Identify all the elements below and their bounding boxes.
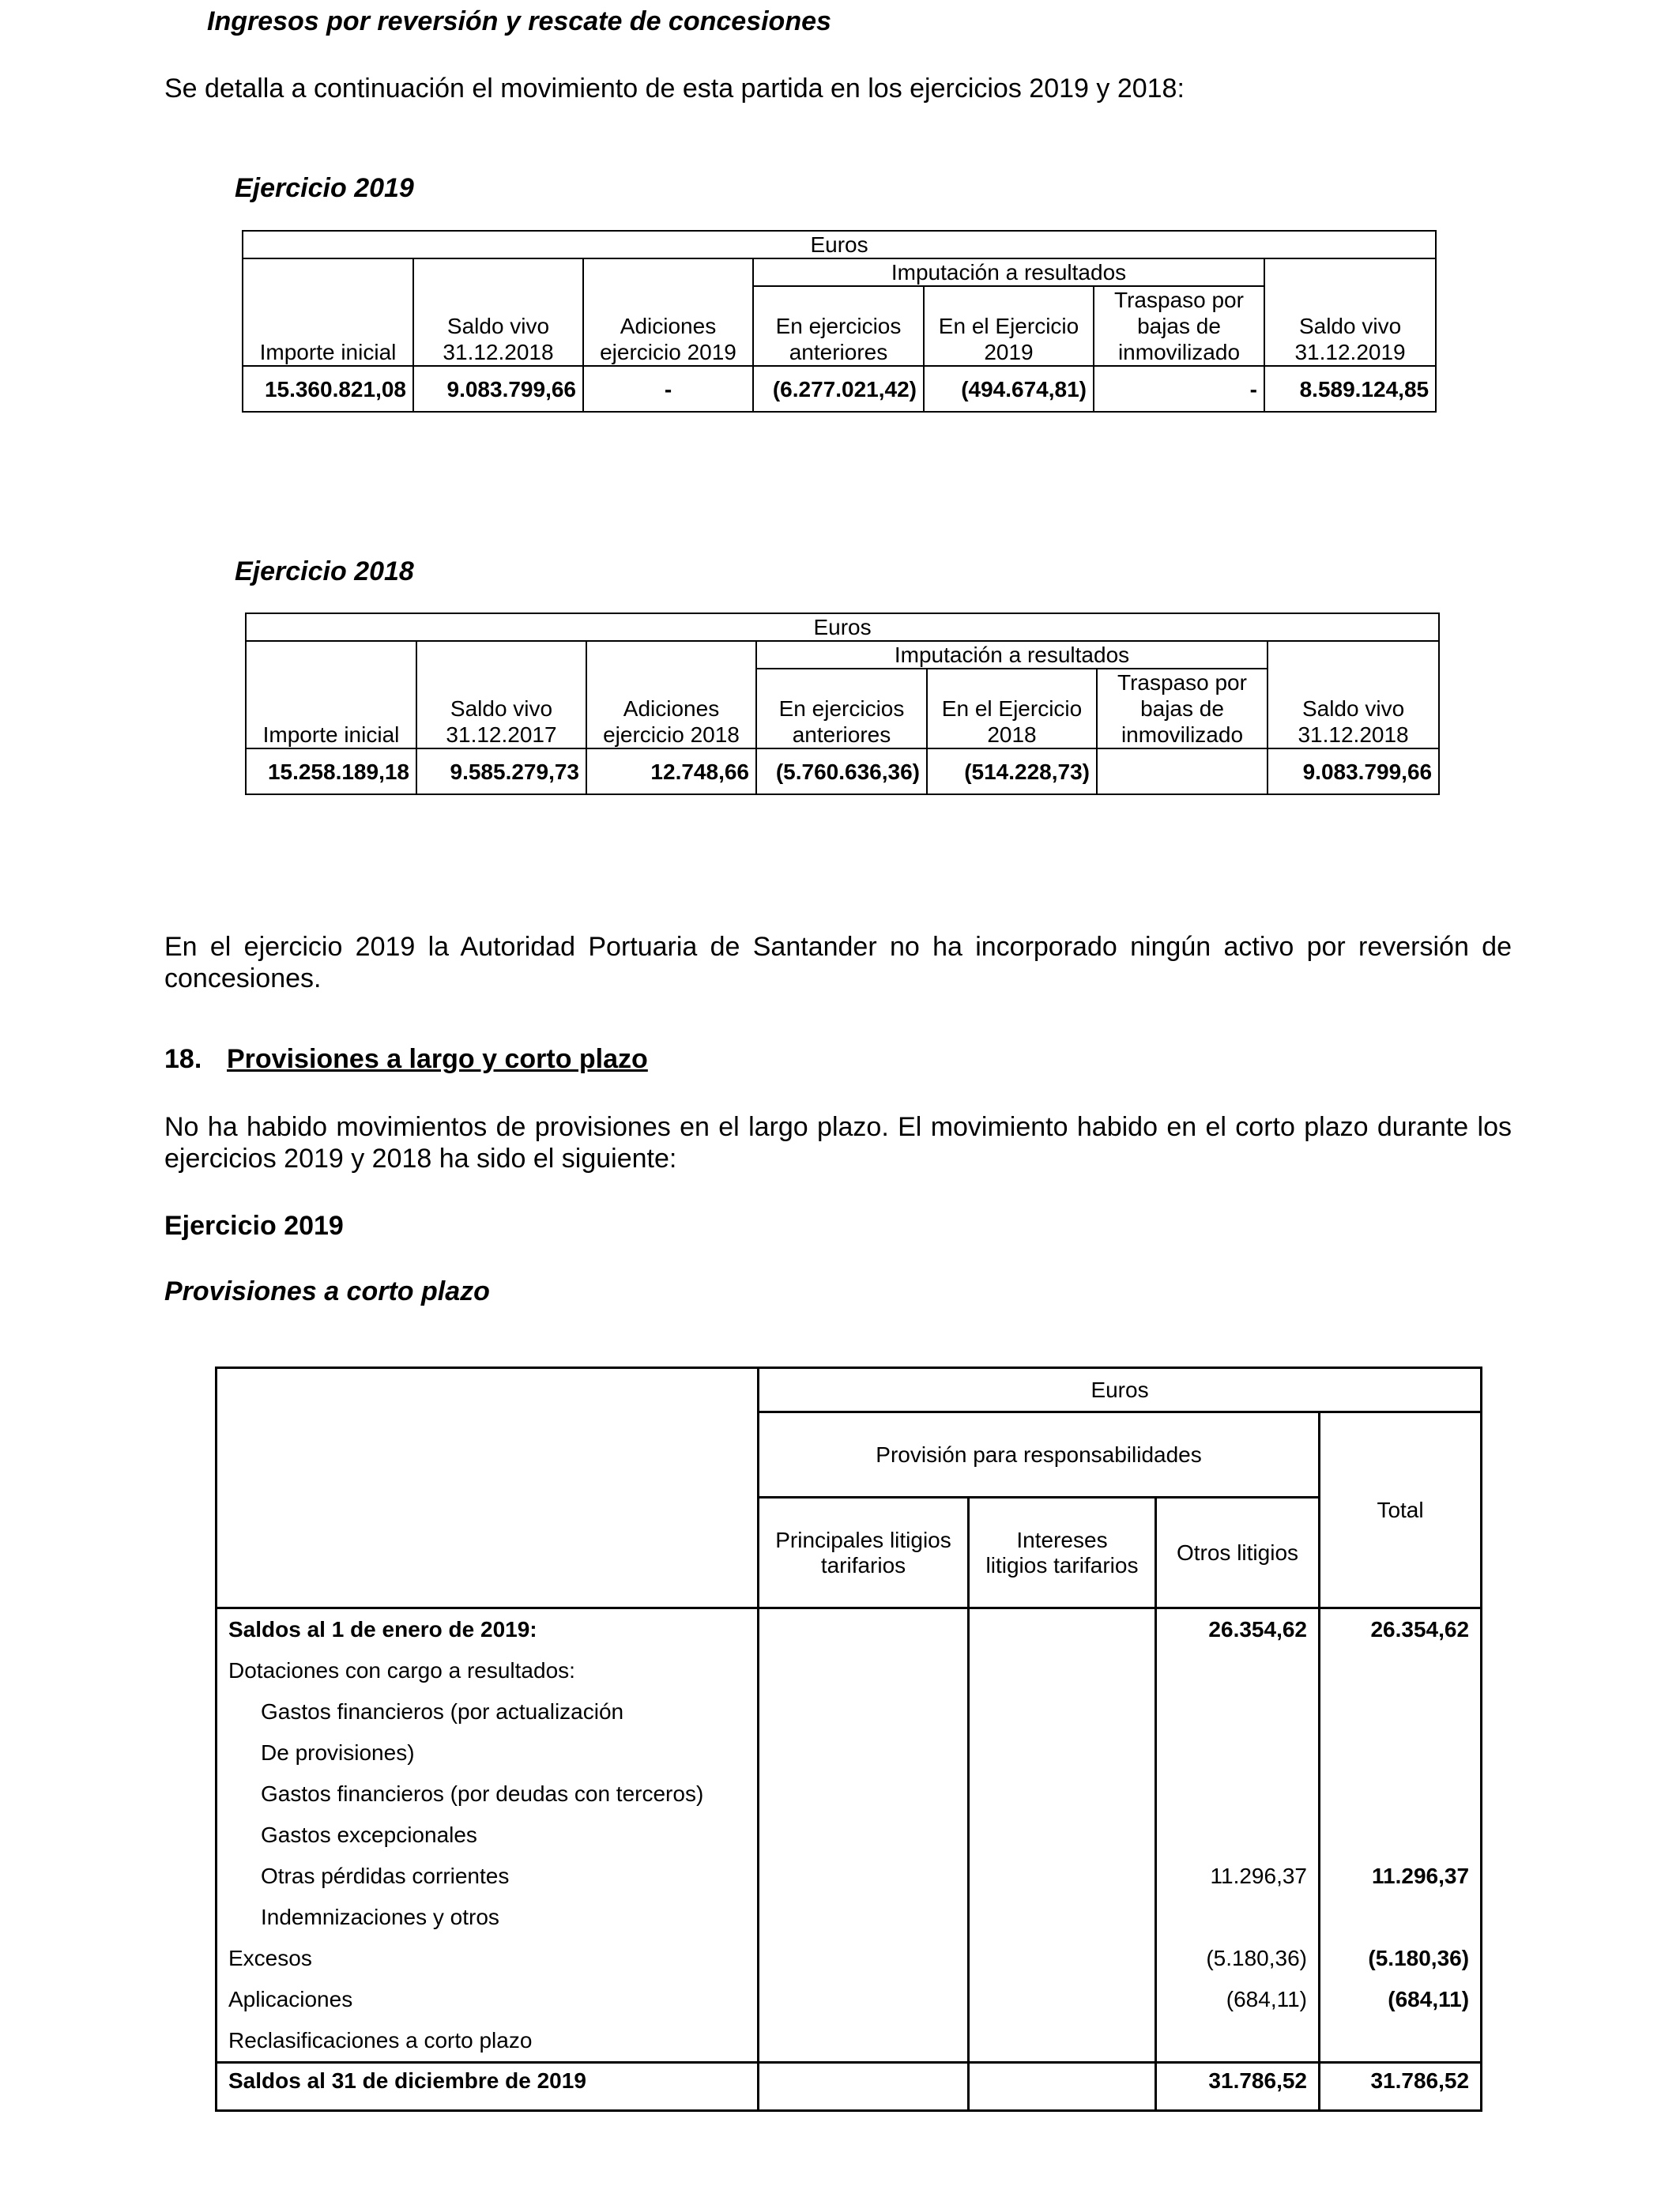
header-en-el-ejercicio: En el Ejercicio 2018	[927, 669, 1097, 748]
header-saldo-inicial: Saldo vivo 31.12.2017	[416, 641, 586, 748]
table-2018	[245, 613, 1440, 795]
table-row: Saldos al 1 de enero de 2019: 26.354,62 26.354,62	[217, 1608, 1482, 1651]
table-row: Gastos financieros (por actualización	[217, 1691, 1482, 1732]
section-18-title: Provisiones a largo y corto plazo	[227, 1044, 648, 1074]
header-saldo-final: Saldo vivo 31.12.2018	[1268, 641, 1439, 748]
table-row: Indemnizaciones y otros	[217, 1897, 1482, 1938]
header-otros-litigios: Otros litigios	[1156, 1498, 1320, 1608]
header-imputacion: Imputación a resultados	[756, 641, 1268, 669]
provisiones-corto-plazo-label: Provisiones a corto plazo	[164, 1276, 490, 1306]
header-ejercicios-anteriores: En ejercicios anteriores	[756, 669, 927, 748]
table-row: 15.258.189,18 9.585.279,73 12.748,66 (5.760.636,36) (514.228,73) 9.083.799,66	[246, 748, 1439, 794]
header-saldo-final: Saldo vivo 31.12.2019	[1264, 258, 1436, 366]
header-traspaso: Traspaso por bajas de inmovilizado	[1094, 286, 1264, 366]
table-row: Aplicaciones (684,11) (684,11)	[217, 1979, 1482, 2020]
provisiones-paragraph: No ha habido movimientos de provisiones en el largo plazo. El movimiento habido en el corto plazo durante los ejercicios 2019 y 2018 ha sido el siguiente:	[164, 1112, 1512, 1174]
header-traspaso: Traspaso por bajas de inmovilizado	[1097, 669, 1268, 748]
euros-header: Euros	[243, 231, 1436, 258]
table-row: Reclasificaciones a corto plazo	[217, 2020, 1482, 2063]
table-row: Otras pérdidas corrientes 11.296,37 11.296,37	[217, 1856, 1482, 1897]
table-row: De provisiones)	[217, 1732, 1482, 1774]
table-row-total: Saldos al 31 de diciembre de 2019 31.786,52 31.786,52	[217, 2063, 1482, 2111]
reversion-paragraph: En el ejercicio 2019 la Autoridad Portuaria de Santander no ha incorporado ningún activo por reversión de concesiones.	[164, 932, 1512, 993]
table-row: Dotaciones con cargo a resultados:	[217, 1650, 1482, 1691]
header-importe-inicial: Importe inicial	[243, 258, 413, 366]
header-en-el-ejercicio: En el Ejercicio 2019	[924, 286, 1094, 366]
header-adiciones: Adiciones ejercicio 2018	[586, 641, 756, 748]
header-provision-responsabilidades: Provisión para responsabilidades	[759, 1412, 1320, 1498]
header-ejercicios-anteriores: En ejercicios anteriores	[753, 286, 924, 366]
header-importe-inicial: Importe inicial	[246, 641, 416, 748]
ejercicio-label: Ejercicio 2019	[164, 1211, 344, 1241]
section-18-number: 18.	[164, 1044, 202, 1074]
provisions-table	[215, 1367, 1482, 2112]
table-row: Gastos financieros (por deudas con terceros)	[217, 1774, 1482, 1815]
header-principales-litigios: Principales litigios tarifarios	[759, 1498, 969, 1608]
table-2019	[242, 230, 1437, 413]
table-row: Excesos (5.180,36) (5.180,36)	[217, 1938, 1482, 1979]
header-blank	[217, 1368, 759, 1608]
table-2018-title: Ejercicio 2018	[235, 556, 414, 586]
section-title: Ingresos por reversión y rescate de concesiones	[207, 6, 831, 36]
table-row: Gastos excepcionales	[217, 1815, 1482, 1856]
header-adiciones: Adiciones ejercicio 2019	[583, 258, 753, 366]
header-imputacion: Imputación a resultados	[753, 258, 1264, 286]
header-total: Total	[1320, 1412, 1482, 1608]
table-row: 15.360.821,08 9.083.799,66 - (6.277.021,42) (494.674,81) - 8.589.124,85	[243, 366, 1436, 412]
euros-header: Euros	[759, 1368, 1482, 1412]
header-saldo-inicial: Saldo vivo 31.12.2018	[413, 258, 583, 366]
intro-paragraph: Se detalla a continuación el movimiento de esta partida en los ejercicios 2019 y 2018:	[164, 74, 1185, 104]
table-2019-title: Ejercicio 2019	[235, 173, 414, 203]
euros-header: Euros	[246, 613, 1439, 641]
header-intereses-litigios: Intereses litigios tarifarios	[969, 1498, 1156, 1608]
